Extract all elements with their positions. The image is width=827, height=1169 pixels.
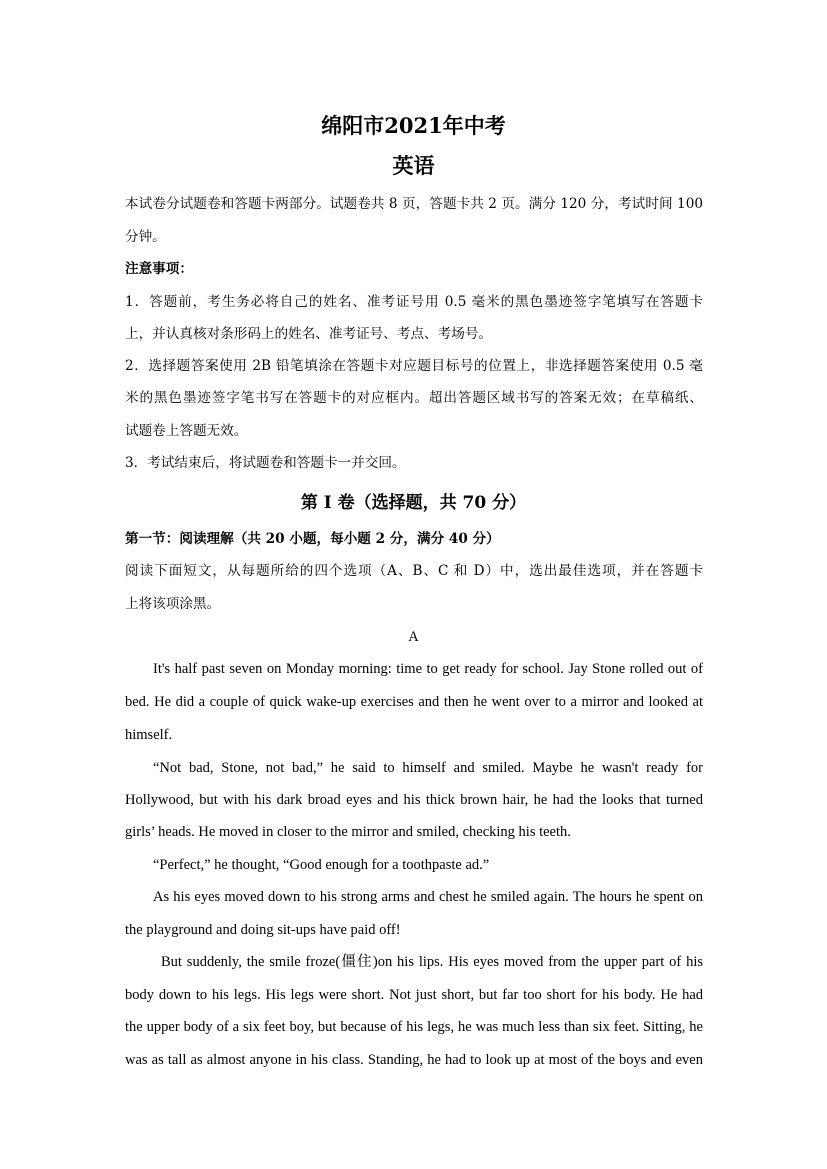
passage-p4-line-2: the playground and doing sit-ups have paid off! [125, 922, 401, 938]
passage-p3-line-1: “Perfect,” he thought, “Good enough for a toothpaste ad.” [153, 857, 490, 873]
instruction-line-2: 上将该项涂黑。 [125, 596, 221, 612]
notice-item-2-line-3: 试题卷上答题无效。 [125, 423, 248, 439]
intro-line-1: 本试卷分试题卷和答题卡两部分。试题卷共 8 页，答题卡共 2 页。满分 120 分，考试时间 100 [125, 196, 703, 212]
passage-p5-line-2: body down to his legs. His legs were short. Not just short, but far too short for his body. He had [125, 987, 703, 1003]
passage-p1-line-2: bed. He did a couple of quick wake-up exercises and then he went over to a mirror and looked at [125, 694, 703, 710]
exam-title: 绵阳市2021年中考 [321, 113, 506, 138]
passage-p5-line-4: was as tall as almost anyone in his class. Standing, he had to look up at most of the boys and even [125, 1052, 703, 1068]
passage-p1-line-1: It's half past seven on Monday morning: time to get ready for school. Jay Stone rolled out of [153, 661, 703, 677]
passage-p5-line-3: the upper body of a six feet boy, but because of his legs, he was much less than six feet. Sitting, he [125, 1019, 703, 1035]
notice-item-3: 3．考试结束后，将试题卷和答题卡一并交回。 [125, 455, 406, 471]
passage-p2-line-2: Hollywood, but with his dark broad eyes and his thick brown hair, he had the looks that turned [125, 792, 703, 808]
passage-label: A [408, 629, 419, 645]
notice-item-2-line-2: 米的黑色墨迹签字笔书写在答题卡的对应框内。超出答题区域书写的答案无效；在草稿纸、 [125, 390, 703, 406]
passage-p4-line-1: As his eyes moved down to his strong arms and chest he smiled again. The hours he spent on [153, 889, 703, 905]
instruction-line-1: 阅读下面短文，从每题所给的四个选项（A、B、C 和 D）中，选出最佳选项，并在答题卡 [125, 563, 703, 579]
passage-p1-line-3: himself. [125, 727, 173, 743]
subject-title: 英语 [392, 153, 435, 178]
intro-line-2: 分钟。 [125, 229, 166, 245]
passage-p5-line-1: But suddenly, the smile froze(僵住)on his lips. His eyes moved from the upper part of his [161, 954, 703, 970]
passage-p2-line-3: girls’ heads. He moved in closer to the mirror and smiled, checking his teeth. [125, 824, 571, 840]
part-1-title: 第 I 卷（选择题，共 70 分） [300, 493, 527, 513]
notice-item-1-line-2: 上，并认真核对条形码上的姓名、准考证号、考点、考场号。 [125, 326, 493, 342]
notice-item-2-line-1: 2．选择题答案使用 2B 铅笔填涂在答题卡对应题目标号的位置上，非选择题答案使用 0.5 毫 [125, 358, 703, 374]
notice-item-1-line-1: 1．答题前，考生务必将自己的姓名、准考证号用 0.5 毫米的黑色墨迹签字笔填写在答题卡 [125, 294, 703, 310]
notice-heading: 注意事项： [125, 261, 193, 277]
passage-p2-line-1: “Not bad, Stone, not bad,” he said to himself and smiled. Maybe he wasn't ready for [153, 760, 703, 776]
section-heading: 第一节：阅读理解（共 20 小题，每小题 2 分，满分 40 分） [125, 531, 500, 547]
